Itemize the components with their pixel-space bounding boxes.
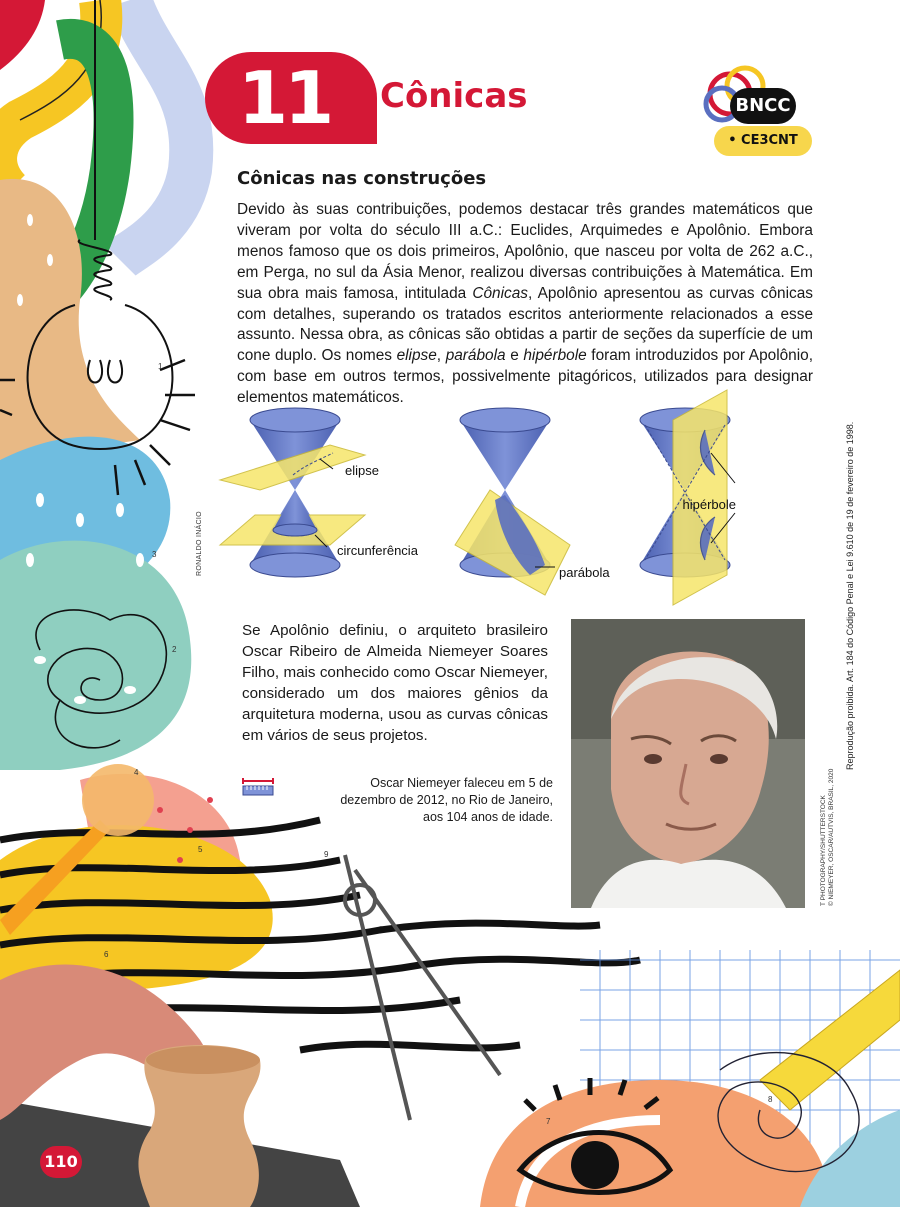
deco-number: 5 (198, 845, 203, 854)
paragraph-intro (237, 200, 813, 409)
section-title: Cônicas nas construções (237, 168, 487, 189)
text-run: , (436, 347, 446, 365)
ruler-icon (242, 778, 274, 796)
deco-number: 7 (546, 1117, 551, 1126)
bncc-code: • CE3CNT (714, 126, 812, 156)
text-run-italic: elipse (396, 347, 437, 365)
conic-sections-figure (215, 385, 745, 610)
deco-number: 9 (324, 850, 329, 859)
label-elipse: elipse (345, 463, 379, 478)
photo-credit-line: © NIEMEYER, OSCAR/AUTVIS, BRASIL, 2020 (828, 768, 835, 906)
deco-number: 4 (134, 768, 139, 777)
cone-parabola (455, 408, 570, 595)
label-hiperbole: hipérbole (682, 497, 736, 512)
figure-credit: RONALDO INÁCIO (196, 511, 203, 576)
text-run-italic: Cônicas (472, 284, 528, 302)
deco-number: 6 (104, 950, 109, 959)
photo-credit-line: T PHOTOGRAPHY/SHUTTERSTOCK (820, 795, 827, 906)
conics-diagram (215, 385, 745, 610)
deco-number: 8 (768, 1095, 773, 1104)
paragraph-niemeyer: Se Apolônio definiu, o arquiteto brasileiro Oscar Ribeiro de Almeida Niemeyer Soares Filho, mais conhecido como Oscar Niemeyer, considerado um dos maiores gênios da arquitetura moderna, usou as curvas cônicas em vários de seus projetos. (242, 622, 548, 744)
bncc-badge-group (700, 64, 820, 164)
page-number: 110 (40, 1146, 82, 1178)
text-run: foram introduzidos por Apolônio, com base em outros termos, possivelmente pitagóricos, utilizados para designar elementos matemáticos. (237, 347, 813, 407)
chapter-number: 11 (238, 56, 331, 140)
text-run: e (505, 347, 524, 365)
photo-credit (820, 769, 836, 906)
bncc-label: BNCC (730, 88, 796, 124)
text-run: , Apolônio apresentou as curvas cônicas com detalhes, superando os tratados escritos anteriormente relacionados a esse assunto. Nessa obra, as cônicas são obtidas a partir de seções da superfície de um cone duplo. Os nomes (237, 284, 813, 365)
text-run-italic: parábola (445, 347, 506, 365)
niemeyer-photo (571, 619, 805, 908)
photo-caption: Oscar Niemeyer faleceu em 5 de dezembro de 2012, no Rio de Janeiro, aos 104 anos de idade. (340, 776, 553, 824)
deco-number: 3 (152, 550, 157, 559)
label-parabola: parábola (559, 565, 610, 580)
text-run-italic: hipérbole (523, 347, 587, 365)
text-run: Devido às suas contribuições, podemos destacar três grandes matemáticos que viveram por volta do século III a.C.: Euclides, Arquimedes e Apolônio. Embora menos famoso que os dois primeiros, Apolônio, que nasceu por volta de 262 a.C., em Perga, no sul da Ásia Menor, realizou diversas contribuições à Matemática. Em sua obra mais famosa, intitulada (237, 201, 813, 302)
deco-number: 2 (172, 645, 177, 654)
chapter-title: Cônicas (380, 76, 528, 116)
label-circunferencia: circunferência (337, 543, 418, 558)
legal-notice: Reprodução proibida. Art. 184 do Código Penal e Lei 9.610 de 19 de fevereiro de 1998. (845, 421, 855, 770)
deco-number: 1 (158, 362, 163, 371)
